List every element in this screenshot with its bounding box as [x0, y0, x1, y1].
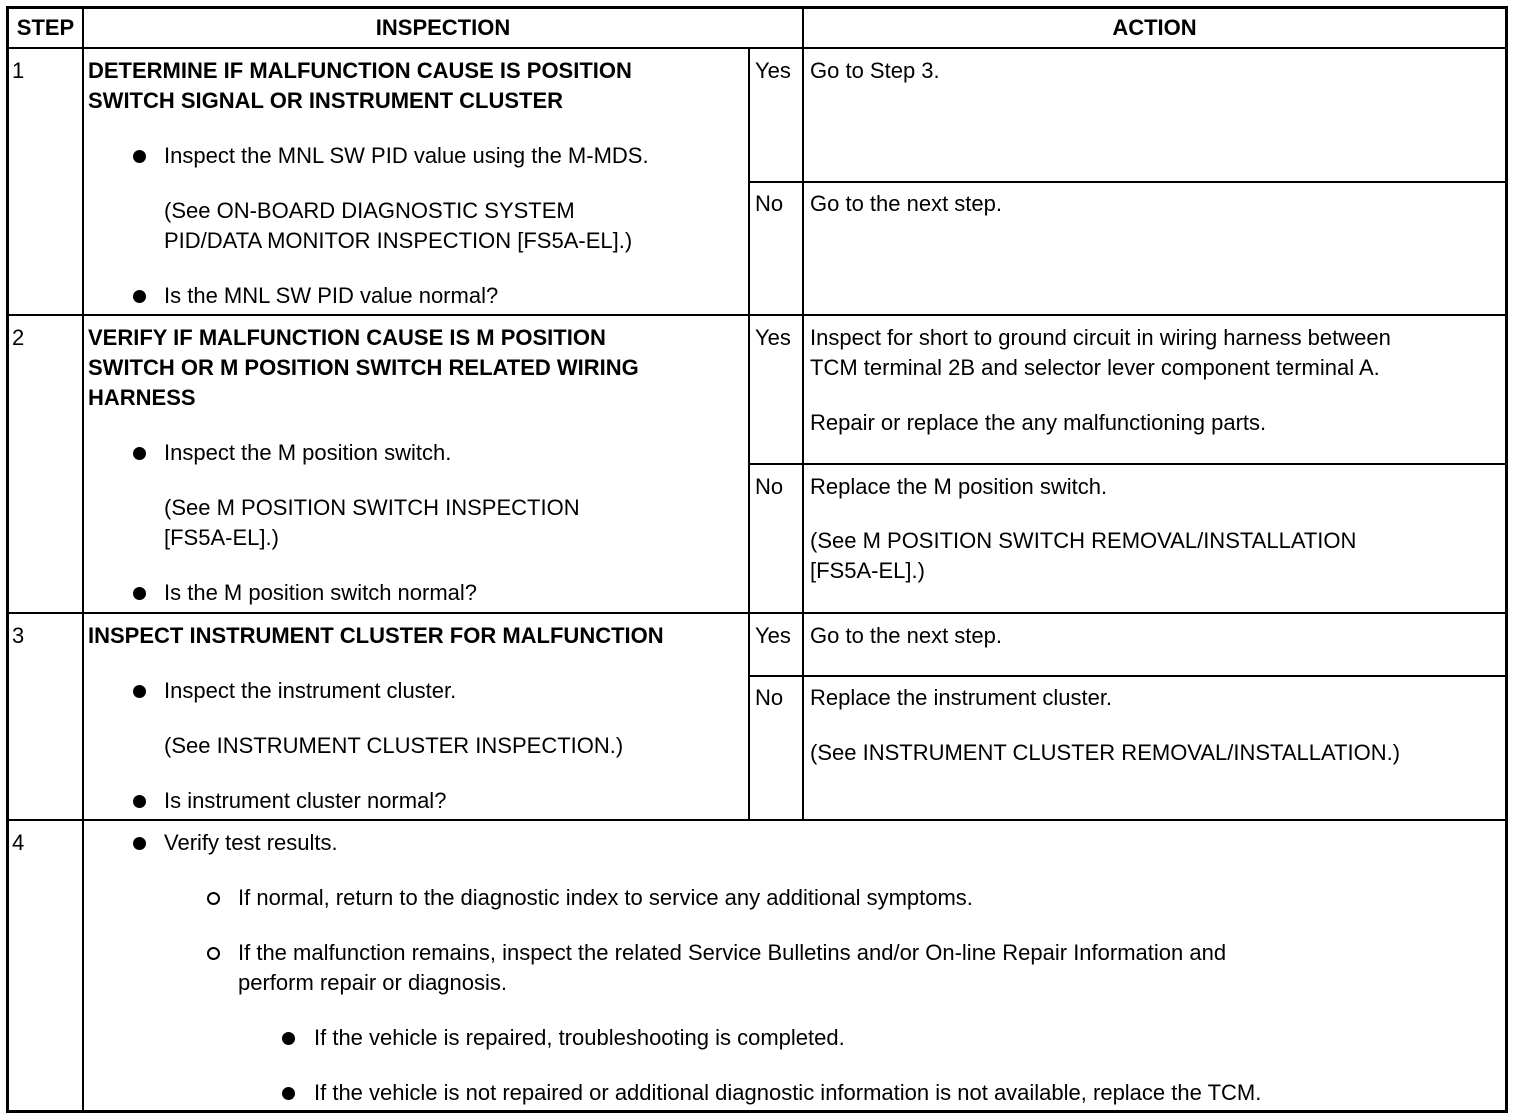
verify-instruction: Verify test results.	[164, 830, 338, 855]
no-action: (See M POSITION SWITCH REMOVAL/INSTALLATION	[810, 528, 1357, 553]
step-number: 1	[12, 58, 25, 83]
step-number: 2	[12, 325, 25, 350]
yes-label: Yes	[755, 58, 791, 83]
no-label: No	[755, 685, 784, 710]
bullet-icon	[133, 290, 146, 303]
step-number: 4	[12, 830, 25, 855]
result-malfunction: perform repair or diagnosis.	[238, 970, 508, 995]
inspection-question: Is the MNL SW PID value normal?	[164, 283, 499, 308]
yes-action: TCM terminal 2B and selector lever component terminal A.	[810, 355, 1380, 380]
header-step: STEP	[16, 15, 75, 40]
result-normal: If normal, return to the diagnostic index to service any additional symptoms.	[238, 885, 973, 910]
result-malfunction: If the malfunction remains, inspect the related Service Bulletins and/or On-line Repair Information and	[238, 940, 1227, 965]
no-action: Replace the M position switch.	[810, 474, 1108, 499]
inspection-instruction: Inspect the instrument cluster.	[164, 678, 457, 703]
bullet-icon	[133, 447, 146, 460]
bullet-icon	[133, 150, 146, 163]
step-title: DETERMINE IF MALFUNCTION CAUSE IS POSITION	[88, 58, 632, 83]
header-inspection: INSPECTION	[375, 15, 511, 40]
inspection-question: Is the M position switch normal?	[164, 580, 478, 605]
inspection-question: Is instrument cluster normal?	[164, 788, 447, 813]
no-action: Go to the next step.	[810, 191, 1003, 216]
reference-text: PID/DATA MONITOR INSPECTION [FS5A-EL].)	[164, 228, 633, 253]
reference-text: [FS5A-EL].)	[164, 525, 279, 550]
yes-label: Yes	[755, 623, 791, 648]
bullet-icon	[133, 837, 146, 850]
step-number: 3	[12, 623, 25, 648]
bullet-icon	[133, 795, 146, 808]
yes-label: Yes	[755, 325, 791, 350]
no-action: (See INSTRUMENT CLUSTER REMOVAL/INSTALLATION.)	[810, 740, 1401, 765]
yes-action: Go to Step 3.	[810, 58, 940, 83]
step-title: INSPECT INSTRUMENT CLUSTER FOR MALFUNCTION	[88, 623, 664, 648]
bullet-icon	[133, 685, 146, 698]
step-title: VERIFY IF MALFUNCTION CAUSE IS M POSITION	[88, 325, 606, 350]
no-action: Replace the instrument cluster.	[810, 685, 1113, 710]
reference-text: (See INSTRUMENT CLUSTER INSPECTION.)	[164, 733, 624, 758]
reference-text: (See ON-BOARD DIAGNOSTIC SYSTEM	[164, 198, 575, 223]
yes-action: Repair or replace the any malfunctioning parts.	[810, 410, 1267, 435]
header-action: ACTION	[1112, 15, 1197, 40]
yes-action: Inspect for short to ground circuit in wiring harness between	[810, 325, 1391, 350]
yes-action: Go to the next step.	[810, 623, 1003, 648]
result-not-repaired: If the vehicle is not repaired or additional diagnostic information is not available, replace the TCM.	[314, 1080, 1262, 1105]
reference-text: (See M POSITION SWITCH INSPECTION	[164, 495, 580, 520]
step-title: SWITCH SIGNAL OR INSTRUMENT CLUSTER	[88, 88, 564, 113]
no-label: No	[755, 191, 784, 216]
bullet-icon	[282, 1032, 295, 1045]
circle-bullet-icon	[207, 947, 220, 960]
inspection-instruction: Inspect the M position switch.	[164, 440, 452, 465]
inspection-instruction: Inspect the MNL SW PID value using the M-MDS.	[164, 143, 649, 168]
result-repaired: If the vehicle is repaired, troubleshooting is completed.	[314, 1025, 845, 1050]
circle-bullet-icon	[207, 892, 220, 905]
step-title: SWITCH OR M POSITION SWITCH RELATED WIRING	[88, 355, 639, 380]
bullet-icon	[282, 1087, 295, 1100]
bullet-icon	[133, 587, 146, 600]
step-title: HARNESS	[88, 385, 196, 410]
no-label: No	[755, 474, 784, 499]
no-action: [FS5A-EL].)	[810, 558, 925, 583]
